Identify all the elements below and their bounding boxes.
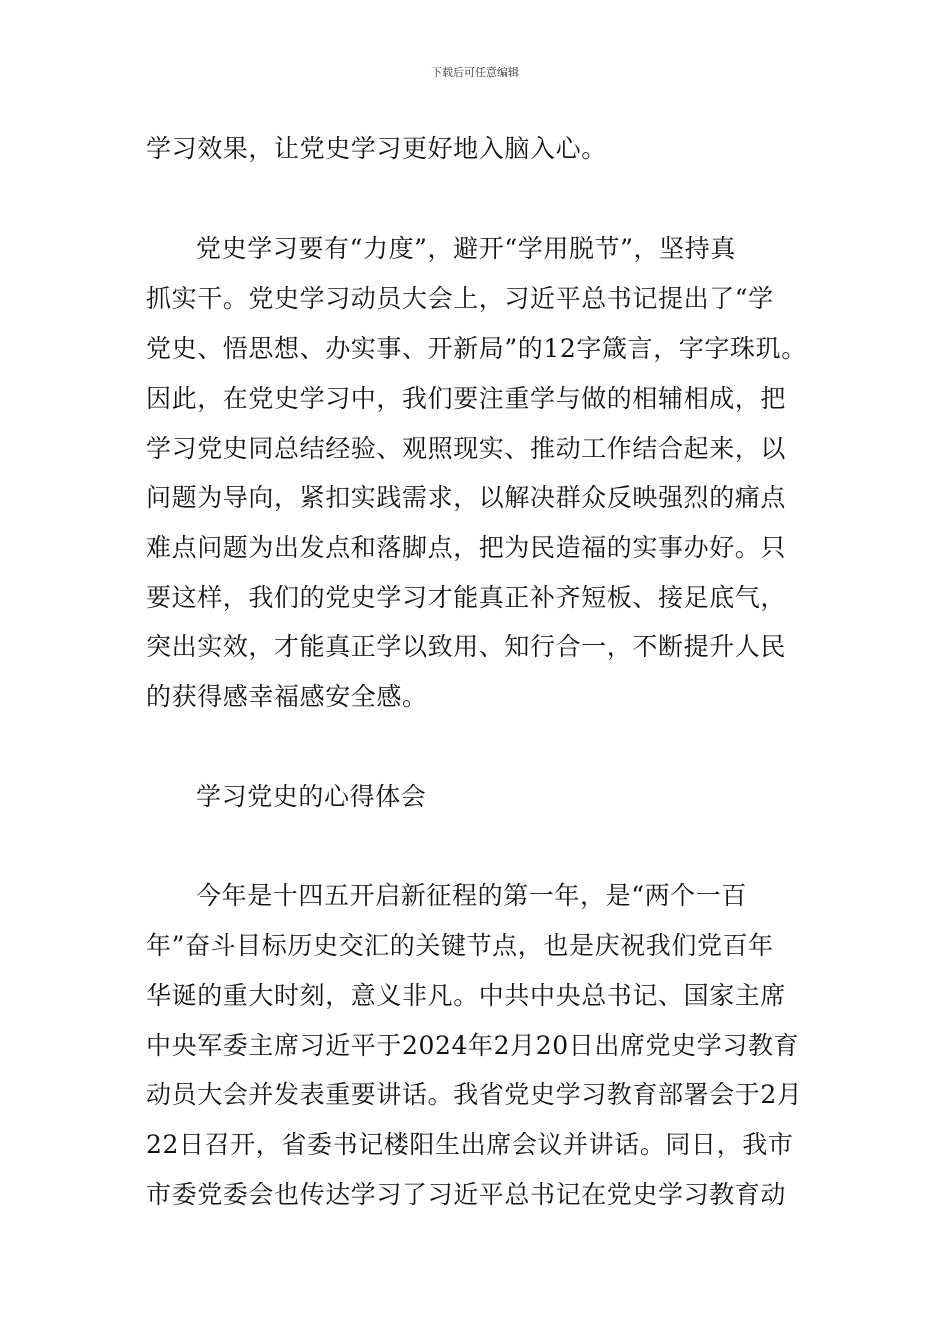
paragraph-line: 学习党史同总结经验、观照现实、推动工作结合起来，以 bbox=[146, 434, 787, 463]
paragraph-line: 中央军委主席习近平于2024年2月20日出席党史学习教育 bbox=[146, 1031, 800, 1060]
paragraph-line: 的获得感幸福感安全感。 bbox=[146, 682, 428, 711]
paragraph-line: 因此，在党史学习中，我们要注重学与做的相辅相成，把 bbox=[146, 384, 787, 413]
paragraph-line: 党史学习要有“力度”，避开“学用脱节”，坚持真 bbox=[196, 234, 736, 263]
paragraph-line: 年”奋斗目标历史交汇的关键节点，也是庆祝我们党百年 bbox=[146, 931, 774, 960]
paragraph-line: 问题为导向，紧扣实践需求，以解决群众反映强烈的痛点 bbox=[146, 483, 787, 512]
paragraph-line: 动员大会并发表重要讲话。我省党史学习教育部署会于2月 bbox=[146, 1080, 803, 1109]
page-header: 下载后可任意编辑 bbox=[431, 66, 519, 79]
paragraph-line: 22日召开，省委书记楼阳生出席会议并讲话。同日，我市 bbox=[146, 1130, 794, 1159]
paragraph-line: 要这样，我们的党史学习才能真正补齐短板、接足底气， bbox=[146, 583, 787, 612]
paragraph-line: 学习效果，让党史学习更好地入脑入心。 bbox=[146, 134, 607, 163]
paragraph-line: 华诞的重大时刻，意义非凡。中共中央总书记、国家主席 bbox=[146, 981, 787, 1010]
paragraph-line: 市委党委会也传达学习了习近平总书记在党史学习教育动 bbox=[146, 1180, 787, 1209]
paragraph-line: 突出实效，才能真正学以致用、知行合一，不断提升人民 bbox=[146, 632, 787, 661]
section-heading: 学习党史的心得体会 bbox=[196, 782, 427, 811]
paragraph-line: 难点问题为出发点和落脚点，把为民造福的实事办好。只 bbox=[146, 533, 787, 562]
paragraph-line: 抓实干。党史学习动员大会上，习近平总书记提出了“学 bbox=[146, 284, 774, 313]
paragraph-line: 党史、悟思想、办实事、开新局”的12字箴言，字字珠玑。 bbox=[146, 334, 807, 363]
paragraph-line: 今年是十四五开启新征程的第一年，是“两个一百 bbox=[196, 881, 747, 910]
